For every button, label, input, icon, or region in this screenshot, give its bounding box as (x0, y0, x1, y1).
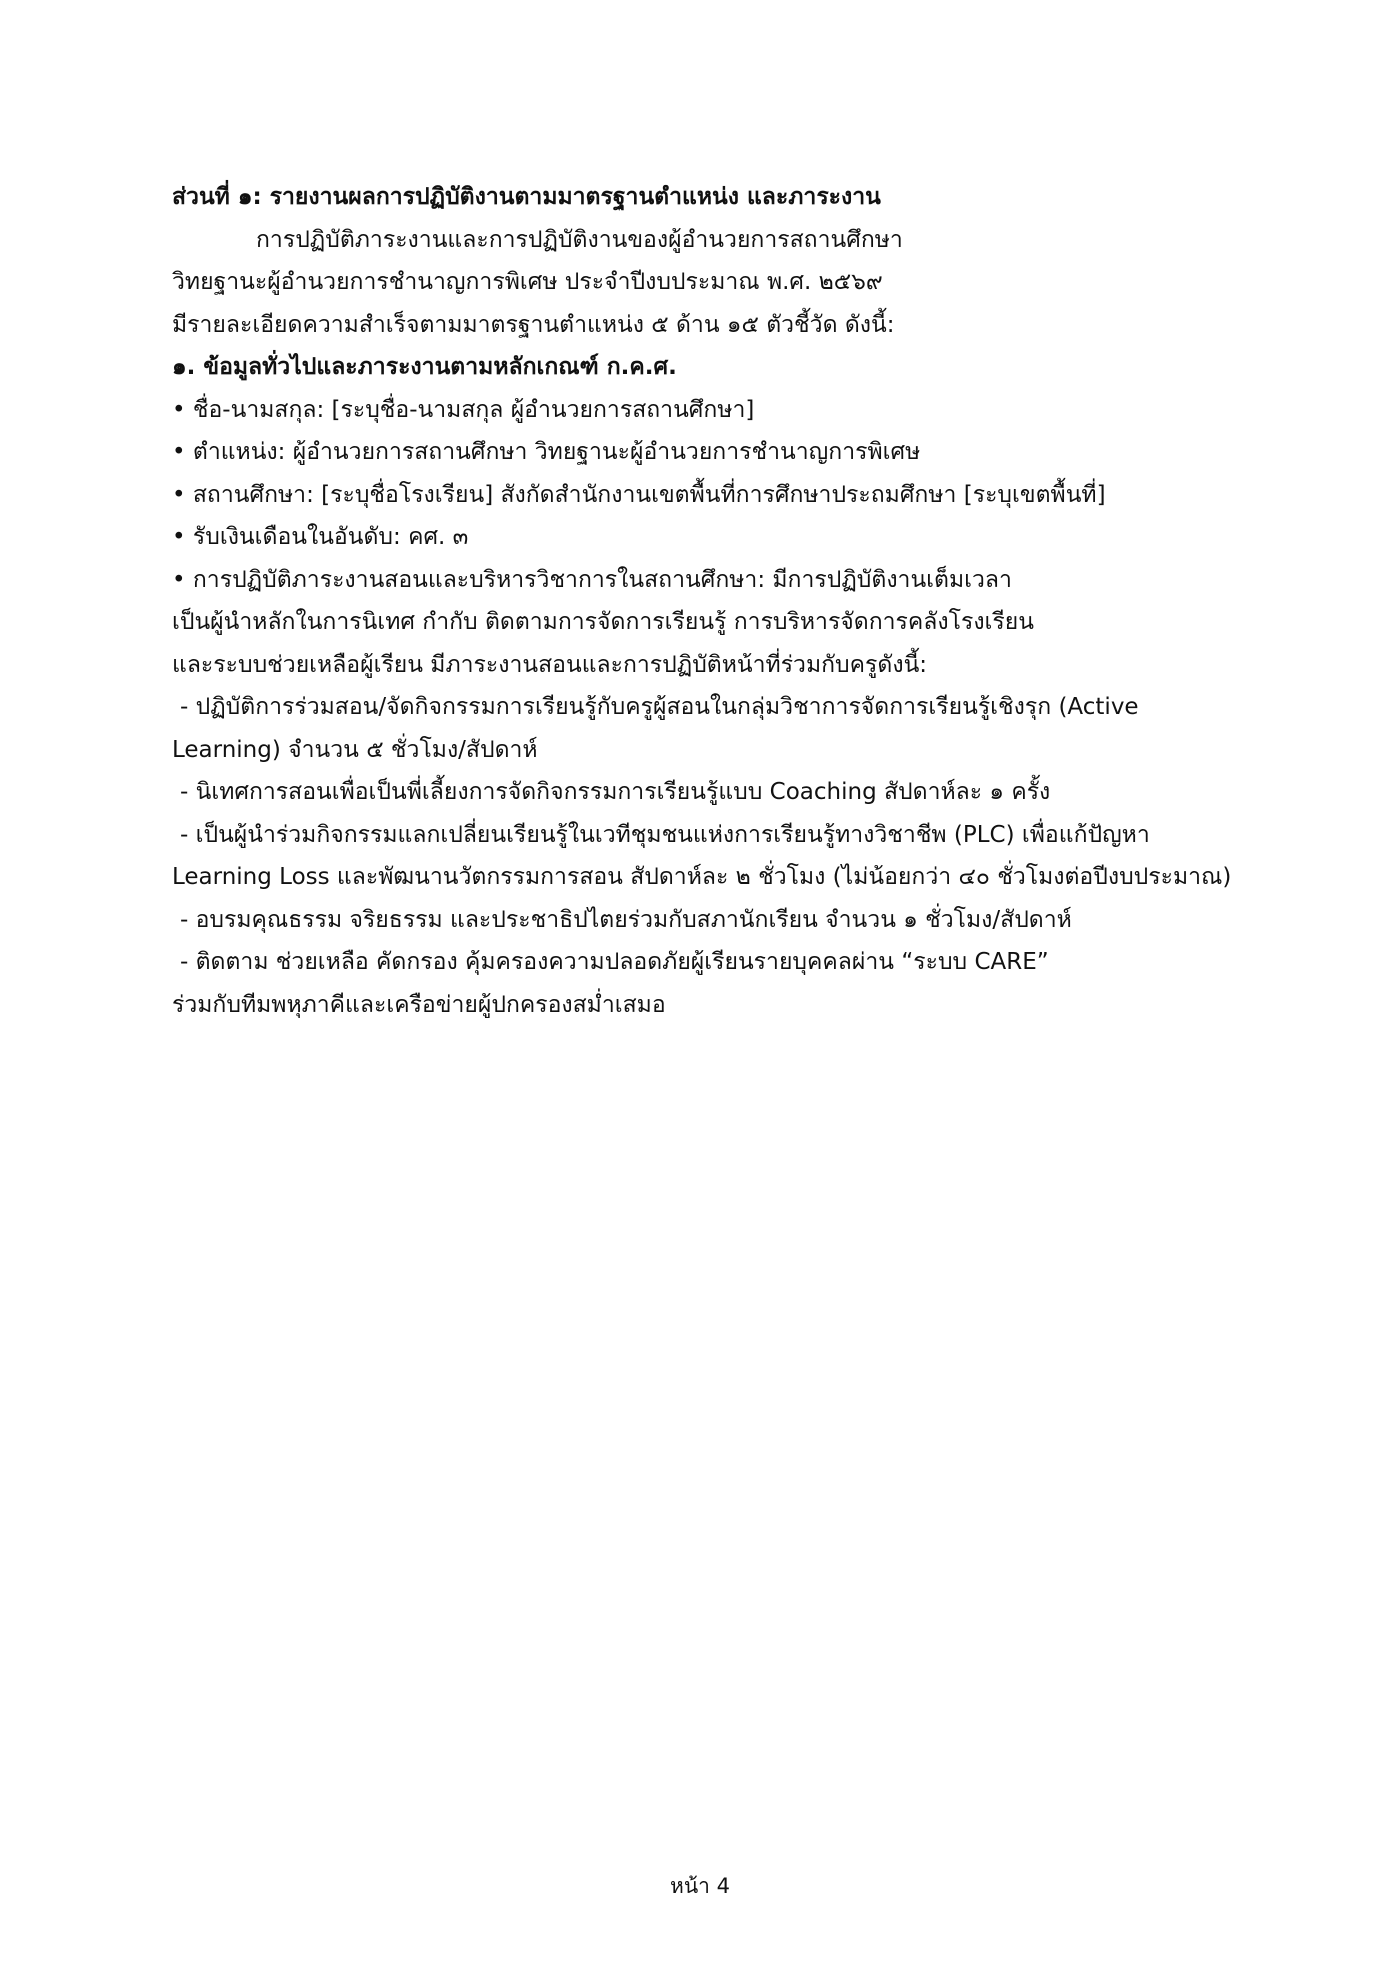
bullet-school: • สถานศึกษา: [ระบุชื่อโรงเรียน] สังกัดสำนักงานเขตพื้นที่การศึกษาประถมศึกษา [ระบุเขตพื้นที่] (172, 481, 1106, 508)
bullet-position: • ตำแหน่ง: ผู้อำนวยการสถานศึกษา วิทยฐานะผู้อำนวยการชำนาญการพิเศษ (172, 439, 921, 465)
activity-item-ethics: - อบรมคุณธรรม จริยธรรม และประชาธิปไตยร่วมกับสภานักเรียน จำนวน ๑ ชั่วโมง/สัปดาห์ (180, 906, 1072, 933)
activity-item-care-cont: ร่วมกับทีมพหุภาคีและเครือข่ายผู้ปกครองสม่ำเสมอ (172, 991, 666, 1018)
page-number: หน้า 4 (669, 1874, 731, 1898)
activity-item-plc: - เป็นผู้นำร่วมกิจกรรมแลกเปลี่ยนเรียนรู้ในเวทีชุมชนแห่งการเรียนรู้ทางวิชาชีพ (PLC) เพื่อแก้ปัญหา (180, 821, 1150, 848)
activity-item-co-teaching: - ปฏิบัติการร่วมสอน/จัดกิจกรรมการเรียนรู้กับครูผู้สอนในกลุ่มวิชาการจัดการเรียนรู้เชิงรุก (Active (180, 694, 1139, 720)
bullet-name: • ชื่อ-นามสกุล: [ระบุชื่อ-นามสกุล ผู้อำนวยการสถานศึกษา] (172, 396, 755, 423)
workload-line-3: และระบบช่วยเหลือผู้เรียน มีภาระงานสอนและการปฏิบัติหน้าที่ร่วมกับครูดังนี้: (172, 651, 928, 678)
activity-item-care: - ติดตาม ช่วยเหลือ คัดกรอง คุ้มครองความปลอดภัยผู้เรียนรายบุคคลผ่าน “ระบบ CARE” (180, 949, 1049, 975)
page-content (172, 176, 1252, 1026)
section-heading: ส่วนที่ ๑: รายงานผลการปฏิบัติงานตามมาตรฐานตำแหน่ง และภาระงาน (172, 184, 881, 210)
workload-line-2: เป็นผู้นำหลักในการนิเทศ กำกับ ติดตามการจัดการเรียนรู้ การบริหารจัดการคลังโรงเรียน (172, 609, 1034, 635)
activity-item-plc-cont: Learning Loss และพัฒนานวัตกรรมการสอน สัปดาห์ละ ๒ ชั่วโมง (ไม่น้อยกว่า ๔๐ ชั่วโมงต่อปีงบประมาณ) (172, 864, 1232, 890)
activity-item-co-teaching-cont: Learning) จำนวน ๕ ชั่วโมง/สัปดาห์ (172, 736, 538, 763)
intro-line-3: มีรายละเอียดความสำเร็จตามมาตรฐานตำแหน่ง ๕ ด้าน ๑๕ ตัวชี้วัด ดังนี้: (172, 311, 895, 338)
intro-line-1: การปฏิบัติภาระงานและการปฏิบัติงานของผู้อำนวยการสถานศึกษา (256, 226, 903, 253)
intro-line-2: วิทยฐานะผู้อำนวยการชำนาญการพิเศษ ประจำปีงบประมาณ พ.ศ. ๒๕๖๙ (172, 269, 883, 295)
bullet-salary-rank: • รับเงินเดือนในอันดับ: คศ. ๓ (172, 524, 469, 550)
general-info-heading: ๑. ข้อมูลทั่วไปและภาระงานตามหลักเกณฑ์ ก.ค.ศ. (172, 354, 677, 380)
activity-item-coaching: - นิเทศการสอนเพื่อเป็นพี่เลี้ยงการจัดกิจกรรมการเรียนรู้แบบ Coaching สัปดาห์ละ ๑ ครั้ง (180, 779, 1051, 805)
workload-line-1: • การปฏิบัติภาระงานสอนและบริหารวิชาการในสถานศึกษา: มีการปฏิบัติงานเต็มเวลา (172, 566, 1012, 593)
